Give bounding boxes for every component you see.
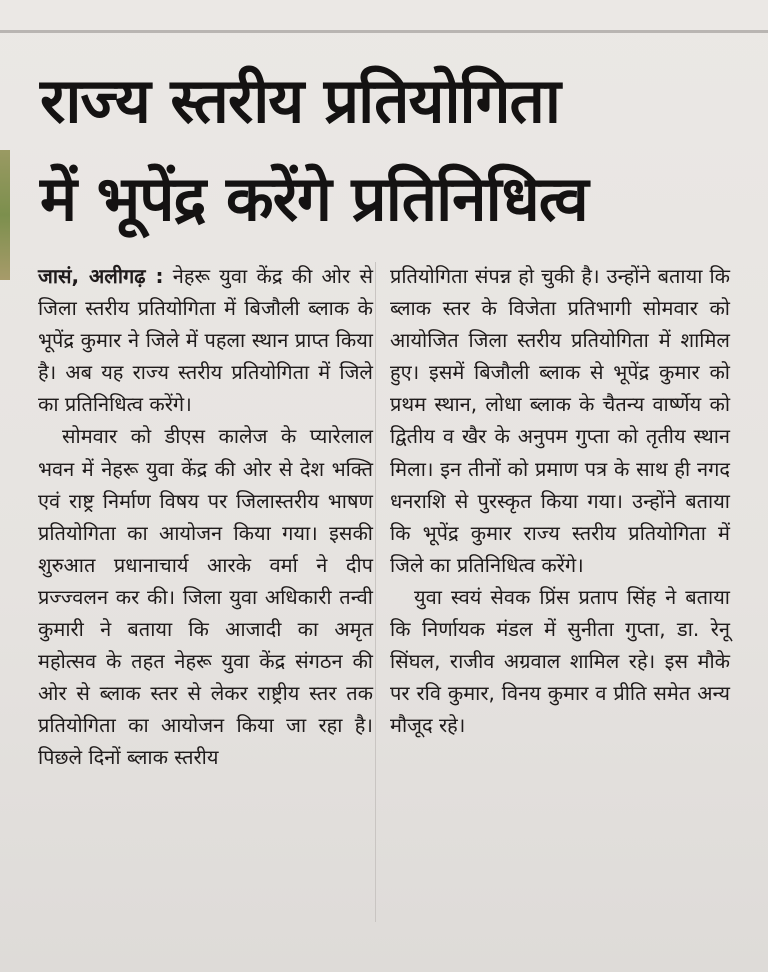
dateline: जासं, अलीगढ़ : — [38, 264, 164, 288]
headline-line-1: राज्य स्तरीय प्रतियोगिता — [40, 64, 560, 137]
headline — [40, 52, 740, 248]
column-divider — [375, 262, 376, 922]
adjacent-photo-edge — [0, 150, 10, 280]
article-column-2 — [390, 260, 730, 741]
article-column-1 — [38, 260, 373, 774]
headline-line-2: में भूपेंद्र करेंगे प्रतिनिधित्व — [40, 162, 588, 235]
paragraph: सोमवार को डीएस कालेज के प्यारेलाल भवन में नेहरू युवा केंद्र की ओर से देश भक्ति एवं राष्ट्र निर्माण विषय पर जिलास्तरीय भाषण प्रतियोगिता का आयोजन किया गया। इसकी शुरुआत प्रधानाचार्य आरके वर्मा ने दीप प्रज्ज्वलन कर की। जिला युवा अधिकारी तन्वी कुमारी ने बताया कि आजादी का अमृत महोत्सव के तहत नेहरू युवा केंद्र संगठन की ओर से ब्लाक स्तर से लेकर राष्ट्रीय स्तर तक प्रतियोगिता का आयोजन किया जा रहा है। पिछले दिनों ब्लाक स्तरीय — [38, 424, 373, 770]
paragraph: युवा स्वयं सेवक प्रिंस प्रताप सिंह ने बताया कि निर्णायक मंडल में सुनीता गुप्ता, डा. रेनू सिंघल, राजीव अग्रवाल शामिल रहे। इस मौके पर रवि कुमार, विनय कुमार व प्रीति समेत अन्य मौजूद रहे। — [390, 584, 730, 738]
paragraph: नेहरू युवा केंद्र की ओर से जिला स्तरीय प्रतियोगिता में बिजौली ब्लाक के भूपेंद्र कुमार ने जिले में पहला स्थान प्राप्त किया है। अब यह राज्य स्तरीय प्रतियोगिता में जिले का प्रतिनिधित्व करेंगे। — [38, 264, 373, 417]
paragraph: प्रतियोगिता संपन्न हो चुकी है। उन्होंने बताया कि ब्लाक स्तर के विजेता प्रतिभागी सोमवार को आयोजित जिला स्तरीय प्रतियोगिता में शामिल हुए। इसमें बिजौली ब्लाक से भूपेंद्र कुमार को प्रथम स्थान, लोधा ब्लाक के चैतन्य वार्ष्णेय को द्वितीय व खैर के अनुपम गुप्ता को तृतीय स्थान मिला। इन तीनों को प्रमाण पत्र के साथ ही नगद धनराशि से पुरस्कृत किया गया। उन्होंने बताया कि भूपेंद्र कुमार राज्य स्तरीय प्रतियोगिता में जिले का प्रतिनिधित्व करेंगे। — [390, 264, 730, 577]
top-rule — [0, 30, 768, 33]
